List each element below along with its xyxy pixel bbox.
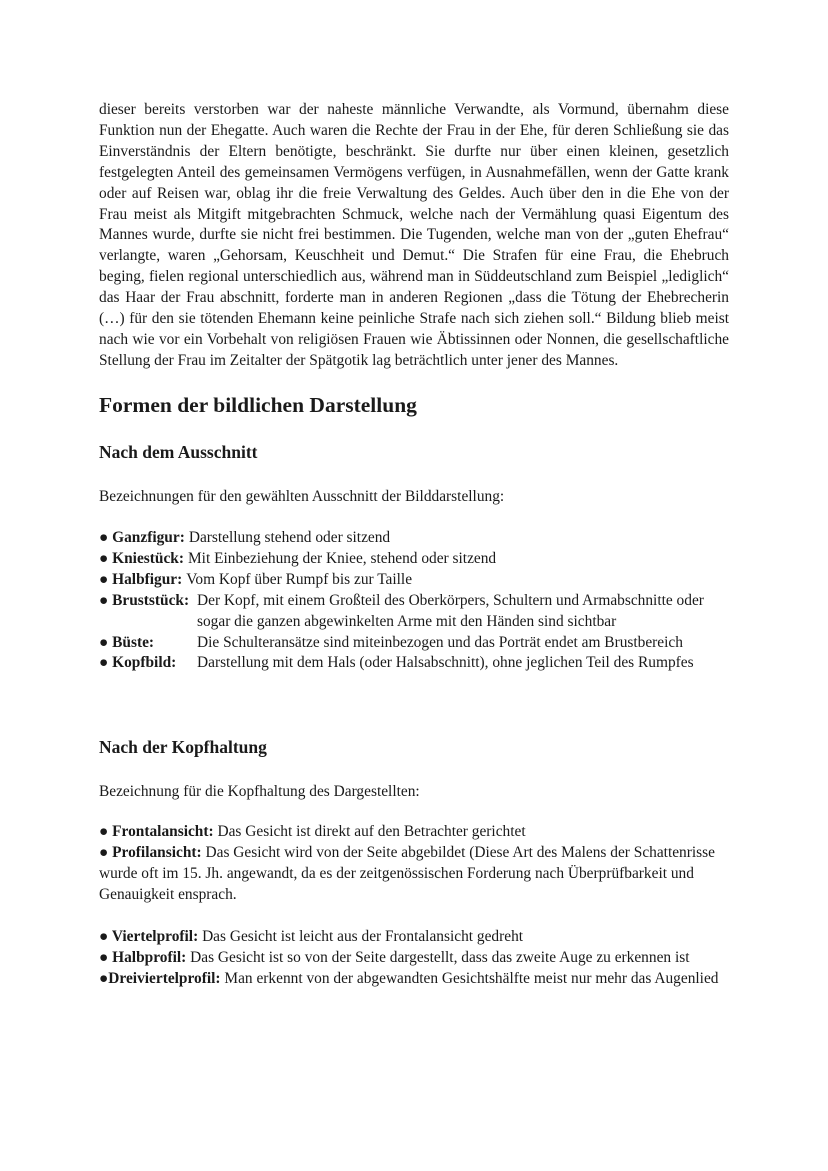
list-item-text: Das Gesicht ist so von der Seite dargestellt, dass das zweite Auge zu erkennen ist <box>190 948 690 966</box>
kopfhaltung-list-a <box>99 822 729 906</box>
list-item <box>99 633 739 654</box>
intro-paragraph: dieser bereits verstorben war der naheste männliche Verwandte, als Vormund, übernahm diese Funktion nun der Ehegatte. Auch waren die Rechte der Frau in der Ehe, für deren Schließung sie das Einverständnis der Eltern benötigte, beschränkt. Sie durfte nur über einen kleinen, gesetzlich festgelegten Anteil des gemeinsamen Vermögens verfügen, in Ausnahmefällen, wenn der Gatte krank oder auf Reisen war, oblag ihr die freie Verwaltung des Geldes. Auch über den in die Ehe von der Frau meist als Mitgift mitgebrachten Schmuck, welche nach der Vermählung quasi Eigentum des Mannes wurde, durfte sie nicht frei bestimmen. Die Tugenden, welche man von der „guten Ehefrau“ verlangte, waren „Gehorsam, Keuschheit und Demut.“ Die Strafen für eine Frau, die Ehebruch beging, fielen regional unterschiedlich aus, während man in Süddeutschland zum Beispiel „lediglich“ das Haar der Frau abschnitt, forderte man in anderen Regionen „dass die Tötung der Ehebrecherin (…) für den sie tötenden Ehemann keine peinliche Strafe nach sich ziehen soll.“ Bildung blieb meist nach wie vor ein Vorbehalt von religiösen Frauen wie Äbtissinnen oder Nonnen, die gesellschaftliche Stellung der Frau im Zeitalter der Spätgotik lag beträchtlich unter jener des Mannes. <box>99 101 729 369</box>
ausschnitt-intro: Bezeichnungen für den gewählten Ausschnitt der Bilddarstellung: <box>99 488 505 505</box>
ausschnitt-list <box>99 528 739 674</box>
list-item-text: Das Gesicht ist direkt auf den Betrachter gerichtet <box>217 823 526 840</box>
list-item-text: Mit Einbeziehung der Kniee, stehend oder sitzend <box>187 549 497 567</box>
list-item <box>99 653 739 674</box>
list-item <box>99 549 739 570</box>
list-item-label: ● Kniestück: <box>99 549 184 567</box>
list-item-label: ● Frontalansicht: <box>99 823 214 840</box>
list-item-label: ● Ganzfigur: <box>99 529 185 546</box>
list-item-label: ● Halbprofil: <box>99 948 187 966</box>
list-item-text: Vom Kopf über Rumpf bis zur Taille <box>186 570 413 588</box>
list-item <box>99 948 729 969</box>
list-item-label: ● Halbfigur: <box>99 570 183 588</box>
list-item-text: Darstellung stehend oder sitzend <box>188 529 391 546</box>
list-item <box>99 591 739 633</box>
list-item-label: ● Kopfbild: <box>99 654 177 672</box>
list-item-text: Der Kopf, mit einem Großteil des Oberkörpers, Schultern und Armabschnitte oder sogar die ganzen abgewinkelten Arme mit den Händen sind sichtbar <box>197 591 704 630</box>
list-item-label: ● Profilansicht: <box>99 843 202 861</box>
list-item <box>99 570 739 591</box>
list-item-label: ● Büste: <box>99 633 155 651</box>
list-item <box>99 969 729 990</box>
list-item <box>99 822 729 843</box>
list-item-text: Man erkennt von der abgewandten Gesichtshälfte meist nur mehr das Augenlied <box>224 969 719 987</box>
list-item <box>99 843 729 906</box>
list-item-label: ● Bruststück: <box>99 591 190 609</box>
list-item <box>99 927 729 948</box>
main-heading: Formen der bildlichen Darstellung <box>99 393 417 417</box>
list-item <box>99 528 739 549</box>
list-item-text: Das Gesicht ist leicht aus der Frontalansicht gedreht <box>202 928 524 945</box>
list-item-label: ●Dreiviertelprofil: <box>99 969 221 987</box>
kopfhaltung-list-b <box>99 927 729 990</box>
kopfhaltung-intro: Bezeichnung für die Kopfhaltung des Dargestellten: <box>99 783 420 800</box>
list-item-text: Die Schulteransätze sind miteinbezogen und das Porträt endet am Brustbereich <box>197 633 683 651</box>
section-heading-kopfhaltung: Nach der Kopfhaltung <box>99 737 267 757</box>
list-item-text: Das Gesicht wird von der Seite abgebildet (Diese Art des Malens der Schattenrisse wurde oft im 15. Jh. angewandt, da es der zeitgenössischen Forderung nach Überprüfbarkeit und Genauigkeit ensprach. <box>99 843 715 903</box>
section-heading-ausschnitt: Nach dem Ausschnitt <box>99 442 258 462</box>
list-item-text: Darstellung mit dem Hals (oder Halsabschnitt), ohne jeglichen Teil des Rumpfes <box>197 654 694 672</box>
list-item-label: ● Viertelprofil: <box>99 928 199 945</box>
